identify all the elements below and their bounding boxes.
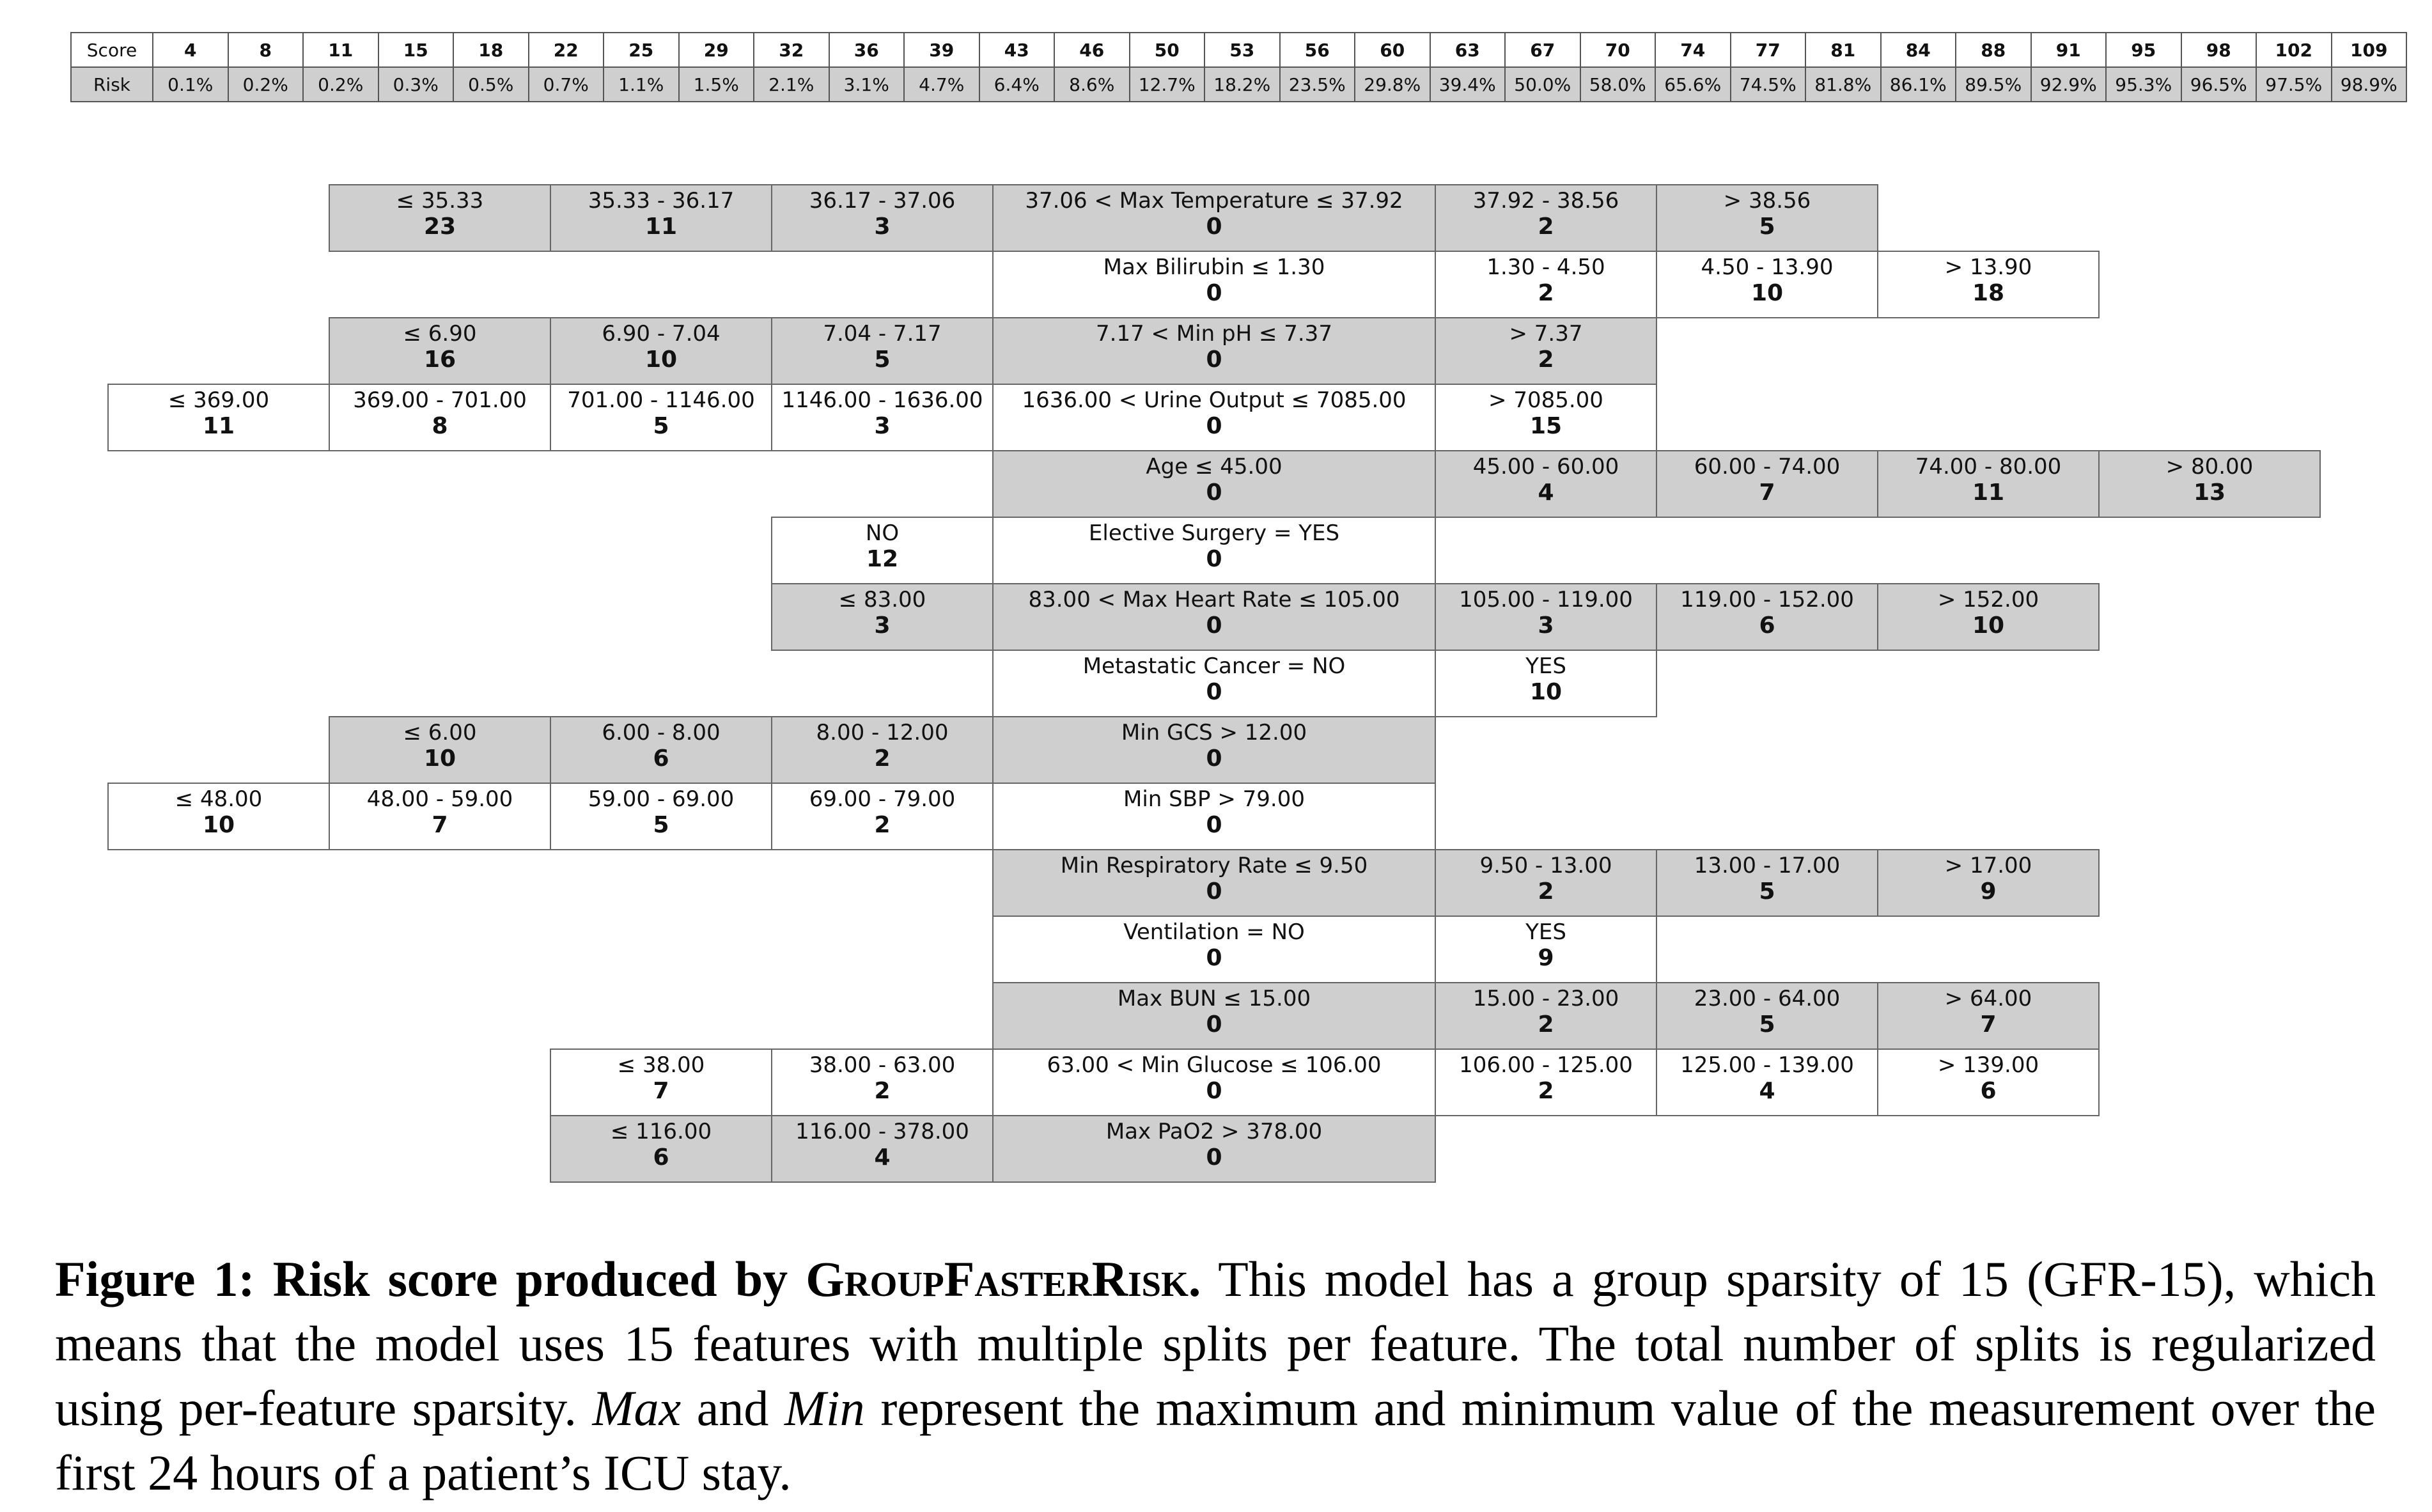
feature-range-label: 36.17 - 37.06 xyxy=(809,188,956,214)
feature-points: 2 xyxy=(874,812,891,839)
feature-points: 2 xyxy=(1538,1078,1554,1105)
feature-range-label: 83.00 < Max Heart Rate ≤ 105.00 xyxy=(1028,587,1400,612)
risk-cell: 0.2% xyxy=(228,67,304,102)
feature-cell-ventilation xyxy=(992,916,1436,983)
feature-cell-max-bun xyxy=(992,982,1436,1050)
score-cell: 8 xyxy=(228,33,304,67)
risk-cell: 65.6% xyxy=(1655,67,1731,102)
feature-cell-age xyxy=(1877,450,2100,518)
caption-figure-label: Figure 1: xyxy=(55,1251,255,1307)
risk-cell: 12.7% xyxy=(1130,67,1205,102)
feature-cell-age xyxy=(992,450,1436,518)
feature-range-label: ≤ 83.00 xyxy=(838,587,926,612)
score-cell: 4 xyxy=(153,33,228,67)
feature-points: 12 xyxy=(866,546,899,573)
feature-cell-max-temperature xyxy=(992,184,1436,252)
score-cell: 102 xyxy=(2256,33,2332,67)
feature-range-label: 37.92 - 38.56 xyxy=(1472,188,1619,214)
feature-cell-max-bilirubin xyxy=(992,251,1436,318)
feature-cell-min-ph xyxy=(1435,317,1657,385)
feature-cell-max-heart-rate xyxy=(1435,583,1657,651)
feature-cell-urine-output xyxy=(992,384,1436,451)
feature-points: 0 xyxy=(1206,479,1222,506)
feature-cell-urine-output xyxy=(1435,384,1657,451)
score-cell: 50 xyxy=(1130,33,1205,67)
score-cell: 11 xyxy=(303,33,378,67)
risk-cell: 98.9% xyxy=(2332,67,2407,102)
risk-cell: 92.9% xyxy=(2031,67,2107,102)
feature-cell-age xyxy=(1656,450,1878,518)
risk-cell: 1.1% xyxy=(604,67,679,102)
feature-range-label: > 64.00 xyxy=(1944,986,2032,1011)
feature-range-label: Age ≤ 45.00 xyxy=(1146,454,1282,479)
risk-cell: 3.1% xyxy=(829,67,905,102)
feature-range-label: > 38.56 xyxy=(1723,188,1811,214)
feature-cell-min-respiratory-rate xyxy=(1656,849,1878,917)
feature-range-label: 6.90 - 7.04 xyxy=(602,321,721,347)
feature-cell-min-gcs xyxy=(329,716,551,784)
feature-range-label: Ventilation = NO xyxy=(1123,919,1305,945)
score-cell: 22 xyxy=(529,33,604,67)
feature-cell-elective-surgery xyxy=(992,517,1436,584)
feature-cell-max-bilirubin xyxy=(1877,251,2100,318)
feature-points: 4 xyxy=(1538,479,1554,506)
feature-range-label: 74.00 - 80.00 xyxy=(1915,454,2062,479)
feature-points: 11 xyxy=(1972,479,2005,506)
risk-cell: 39.4% xyxy=(1430,67,1506,102)
score-cell: 109 xyxy=(2332,33,2407,67)
feature-cell-age xyxy=(1435,450,1657,518)
feature-range-label: Metastatic Cancer = NO xyxy=(1082,653,1346,679)
score-cell: 56 xyxy=(1280,33,1355,67)
feature-points: 10 xyxy=(1750,280,1784,307)
feature-points: 11 xyxy=(202,413,235,440)
feature-points: 2 xyxy=(1538,878,1554,905)
score-cell: 32 xyxy=(754,33,829,67)
feature-cell-urine-output xyxy=(771,384,994,451)
feature-range-label: ≤ 116.00 xyxy=(610,1119,712,1144)
feature-points: 0 xyxy=(1206,945,1222,972)
risk-cell: 4.7% xyxy=(904,67,979,102)
feature-range-label: 369.00 - 701.00 xyxy=(353,387,527,413)
feature-points: 10 xyxy=(1529,679,1563,706)
feature-range-label: 13.00 - 17.00 xyxy=(1694,853,1841,878)
feature-cell-min-sbp xyxy=(550,783,772,850)
score-cell: 81 xyxy=(1805,33,1881,67)
feature-points: 10 xyxy=(423,745,456,772)
score-cell: 77 xyxy=(1731,33,1806,67)
feature-cell-max-heart-rate xyxy=(992,583,1436,651)
risk-cell: 0.2% xyxy=(303,67,378,102)
feature-cell-max-temperature xyxy=(1435,184,1657,252)
feature-cell-min-glucose xyxy=(1435,1048,1657,1116)
feature-range-label: 701.00 - 1146.00 xyxy=(567,387,755,413)
feature-points: 7 xyxy=(1759,479,1775,506)
feature-cell-max-heart-rate xyxy=(771,583,994,651)
caption-min-word: Min xyxy=(784,1380,865,1436)
feature-cell-min-ph xyxy=(550,317,772,385)
feature-cell-max-bun xyxy=(1435,982,1657,1050)
feature-cell-max-bilirubin xyxy=(1656,251,1878,318)
feature-cell-urine-output xyxy=(550,384,772,451)
feature-cell-urine-output xyxy=(107,384,330,451)
feature-range-label: 106.00 - 125.00 xyxy=(1459,1052,1633,1078)
risk-cell: 97.5% xyxy=(2256,67,2332,102)
feature-range-label: 7.17 < Min pH ≤ 7.37 xyxy=(1096,321,1332,347)
feature-cell-min-gcs xyxy=(992,716,1436,784)
feature-range-label: 45.00 - 60.00 xyxy=(1472,454,1619,479)
feature-range-label: ≤ 6.00 xyxy=(403,720,477,745)
feature-range-label: 59.00 - 69.00 xyxy=(588,786,735,812)
score-cell: 67 xyxy=(1505,33,1580,67)
feature-points: 5 xyxy=(1759,1011,1775,1038)
feature-points: 0 xyxy=(1206,812,1222,839)
feature-cell-min-respiratory-rate xyxy=(1877,849,2100,917)
risk-cell: 6.4% xyxy=(979,67,1055,102)
feature-range-label: 9.50 - 13.00 xyxy=(1479,853,1612,878)
caption-title-end: . xyxy=(1188,1251,1201,1307)
risk-cell: 95.3% xyxy=(2106,67,2181,102)
feature-range-label: > 80.00 xyxy=(2165,454,2254,479)
risk-cell: 50.0% xyxy=(1505,67,1580,102)
feature-range-label: > 13.90 xyxy=(1944,254,2032,280)
feature-cell-age xyxy=(2098,450,2321,518)
feature-points: 7 xyxy=(653,1078,669,1105)
figure-caption xyxy=(55,1247,2376,1505)
feature-points: 3 xyxy=(874,214,891,240)
risk-cell: 8.6% xyxy=(1054,67,1130,102)
caption-text-2: represent the maximum and minimum value of the measurement over the first 24 hours of a patient’s ICU stay. xyxy=(55,1380,2376,1500)
feature-points: 0 xyxy=(1206,1144,1222,1171)
caption-and-word: and xyxy=(696,1380,769,1436)
feature-range-label: 4.50 - 13.90 xyxy=(1701,254,1834,280)
feature-range-label: YES xyxy=(1525,653,1566,679)
feature-range-label: 48.00 - 59.00 xyxy=(366,786,513,812)
feature-points: 2 xyxy=(1538,1011,1554,1038)
score-cell: 46 xyxy=(1054,33,1130,67)
feature-points: 8 xyxy=(432,413,448,440)
feature-points: 0 xyxy=(1206,1078,1222,1105)
feature-points: 5 xyxy=(653,812,669,839)
feature-range-label: Elective Surgery = YES xyxy=(1088,520,1340,546)
feature-range-label: Max BUN ≤ 15.00 xyxy=(1117,986,1311,1011)
feature-range-label: 23.00 - 64.00 xyxy=(1694,986,1841,1011)
feature-points: 0 xyxy=(1206,878,1222,905)
feature-range-label: ≤ 48.00 xyxy=(175,786,263,812)
risk-cell: 89.5% xyxy=(1956,67,2031,102)
risk-cell: 0.1% xyxy=(153,67,228,102)
risk-cell: 74.5% xyxy=(1731,67,1806,102)
score-cell: 95 xyxy=(2106,33,2181,67)
feature-points: 0 xyxy=(1206,413,1222,440)
score-cell: 15 xyxy=(378,33,454,67)
risk-cell: 0.3% xyxy=(378,67,454,102)
feature-points: 23 xyxy=(423,214,456,240)
feature-points: 6 xyxy=(653,1144,669,1171)
feature-range-label: > 152.00 xyxy=(1937,587,2039,612)
feature-cell-max-temperature xyxy=(771,184,994,252)
feature-range-label: Max PaO2 > 378.00 xyxy=(1105,1119,1323,1144)
feature-range-label: Max Bilirubin ≤ 1.30 xyxy=(1103,254,1325,280)
feature-points: 10 xyxy=(202,812,235,839)
feature-points: 13 xyxy=(2193,479,2226,506)
caption-model-name: GroupFasterRisk xyxy=(806,1251,1189,1307)
feature-range-label: ≤ 38.00 xyxy=(617,1052,705,1078)
score-cell: 60 xyxy=(1355,33,1430,67)
feature-range-label: 119.00 - 152.00 xyxy=(1680,587,1854,612)
score-cell: 18 xyxy=(453,33,529,67)
feature-points: 3 xyxy=(874,612,891,639)
feature-range-label: 60.00 - 74.00 xyxy=(1694,454,1841,479)
feature-cell-min-sbp xyxy=(992,783,1436,850)
feature-cell-max-bilirubin xyxy=(1435,251,1657,318)
feature-points: 2 xyxy=(874,1078,891,1105)
feature-range-label: YES xyxy=(1525,919,1566,945)
feature-range-label: 116.00 - 378.00 xyxy=(795,1119,969,1144)
feature-cell-min-gcs xyxy=(771,716,994,784)
feature-cell-max-pao2 xyxy=(771,1115,994,1183)
feature-points: 15 xyxy=(1529,413,1563,440)
feature-cell-elective-surgery xyxy=(771,517,994,584)
feature-points: 18 xyxy=(1972,280,2005,307)
feature-cell-urine-output xyxy=(329,384,551,451)
feature-points: 10 xyxy=(1972,612,2005,639)
feature-points: 6 xyxy=(653,745,669,772)
feature-range-label: 38.00 - 63.00 xyxy=(809,1052,956,1078)
risk-cell: 2.1% xyxy=(754,67,829,102)
feature-points: 16 xyxy=(423,347,456,373)
risk-row-label: Risk xyxy=(71,67,153,102)
risk-cell: 58.0% xyxy=(1580,67,1656,102)
feature-range-label: 35.33 - 36.17 xyxy=(588,188,735,214)
feature-range-label: 1.30 - 4.50 xyxy=(1486,254,1605,280)
feature-cell-min-sbp xyxy=(107,783,330,850)
caption-title-prefix: Risk score produced by xyxy=(272,1251,788,1307)
feature-range-label: 1146.00 - 1636.00 xyxy=(781,387,983,413)
feature-cell-max-pao2 xyxy=(992,1115,1436,1183)
score-cell: 39 xyxy=(904,33,979,67)
feature-range-label: 105.00 - 119.00 xyxy=(1459,587,1633,612)
score-cell: 91 xyxy=(2031,33,2107,67)
feature-points: 7 xyxy=(432,812,448,839)
feature-range-label: 69.00 - 79.00 xyxy=(809,786,956,812)
risk-cell: 86.1% xyxy=(1881,67,1956,102)
feature-cell-max-heart-rate xyxy=(1877,583,2100,651)
feature-points: 11 xyxy=(644,214,678,240)
risk-cell: 81.8% xyxy=(1805,67,1881,102)
feature-points: 4 xyxy=(874,1144,891,1171)
feature-points: 5 xyxy=(1759,878,1775,905)
feature-range-label: 37.06 < Max Temperature ≤ 37.92 xyxy=(1025,188,1403,214)
feature-range-label: > 7085.00 xyxy=(1488,387,1603,413)
risk-cell: 0.7% xyxy=(529,67,604,102)
feature-points: 9 xyxy=(1538,945,1554,972)
feature-range-label: 8.00 - 12.00 xyxy=(816,720,949,745)
score-cell: 43 xyxy=(979,33,1055,67)
feature-cell-min-glucose xyxy=(1877,1048,2100,1116)
feature-cell-min-ph xyxy=(992,317,1436,385)
feature-cell-max-bun xyxy=(1656,982,1878,1050)
feature-cell-max-temperature xyxy=(550,184,772,252)
feature-range-label: 63.00 < Min Glucose ≤ 106.00 xyxy=(1047,1052,1382,1078)
score-cell: 53 xyxy=(1204,33,1280,67)
feature-cell-min-gcs xyxy=(550,716,772,784)
feature-range-label: ≤ 6.90 xyxy=(403,321,477,347)
score-cell: 25 xyxy=(604,33,679,67)
risk-cell: 18.2% xyxy=(1204,67,1280,102)
feature-points: 5 xyxy=(653,413,669,440)
feature-points: 0 xyxy=(1206,280,1222,307)
feature-cell-min-glucose xyxy=(1656,1048,1878,1116)
feature-cell-min-glucose xyxy=(992,1048,1436,1116)
feature-cell-min-ph xyxy=(771,317,994,385)
risk-cell: 1.5% xyxy=(679,67,754,102)
score-cell: 36 xyxy=(829,33,905,67)
feature-range-label: > 7.37 xyxy=(1509,321,1583,347)
feature-points: 0 xyxy=(1206,1011,1222,1038)
feature-cell-min-glucose xyxy=(771,1048,994,1116)
feature-range-label: > 17.00 xyxy=(1944,853,2032,878)
feature-range-label: Min SBP > 79.00 xyxy=(1123,786,1305,812)
feature-cell-min-respiratory-rate xyxy=(992,849,1436,917)
feature-points: 0 xyxy=(1206,745,1222,772)
feature-cell-min-sbp xyxy=(771,783,994,850)
feature-cell-max-pao2 xyxy=(550,1115,772,1183)
score-cell: 84 xyxy=(1881,33,1956,67)
feature-cell-min-respiratory-rate xyxy=(1435,849,1657,917)
feature-points: 10 xyxy=(644,347,678,373)
feature-points: 0 xyxy=(1206,679,1222,706)
feature-points: 5 xyxy=(874,347,891,373)
feature-points: 9 xyxy=(1980,878,1997,905)
feature-range-label: Min Respiratory Rate ≤ 9.50 xyxy=(1060,853,1368,878)
score-cell: 29 xyxy=(679,33,754,67)
feature-cell-min-sbp xyxy=(329,783,551,850)
feature-cell-max-heart-rate xyxy=(1656,583,1878,651)
caption-text-1: This model has a group sparsity of 15 (GFR-15), which means that the model uses 15 features with multiple splits per feature. The total number of splits is regularized using per-feature sparsity. xyxy=(55,1251,2376,1436)
feature-points: 0 xyxy=(1206,347,1222,373)
feature-cell-min-glucose xyxy=(550,1048,772,1116)
score-row-label: Score xyxy=(71,33,153,67)
feature-points: 4 xyxy=(1759,1078,1775,1105)
feature-points: 0 xyxy=(1206,612,1222,639)
score-cell: 63 xyxy=(1430,33,1506,67)
risk-cell: 29.8% xyxy=(1355,67,1430,102)
feature-points: 6 xyxy=(1980,1078,1997,1105)
feature-range-label: Min GCS > 12.00 xyxy=(1121,720,1307,745)
feature-points: 0 xyxy=(1206,546,1222,573)
feature-points: 0 xyxy=(1206,214,1222,240)
feature-points: 2 xyxy=(874,745,891,772)
feature-points: 3 xyxy=(874,413,891,440)
feature-points: 2 xyxy=(1538,280,1554,307)
feature-range-label: 7.04 - 7.17 xyxy=(823,321,942,347)
feature-range-label: 125.00 - 139.00 xyxy=(1680,1052,1854,1078)
feature-points: 2 xyxy=(1538,347,1554,373)
feature-points: 5 xyxy=(1759,214,1775,240)
risk-cell: 0.5% xyxy=(453,67,529,102)
score-cell: 98 xyxy=(2181,33,2257,67)
feature-points: 2 xyxy=(1538,214,1554,240)
feature-cell-min-ph xyxy=(329,317,551,385)
feature-points: 3 xyxy=(1538,612,1554,639)
feature-range-label: 15.00 - 23.00 xyxy=(1472,986,1619,1011)
feature-points: 7 xyxy=(1980,1011,1997,1038)
score-cell: 70 xyxy=(1580,33,1656,67)
feature-cell-metastatic-cancer xyxy=(1435,650,1657,717)
feature-cell-metastatic-cancer xyxy=(992,650,1436,717)
feature-cell-max-temperature xyxy=(329,184,551,252)
feature-cell-ventilation xyxy=(1435,916,1657,983)
score-cell: 74 xyxy=(1655,33,1731,67)
caption-max-word: Max xyxy=(592,1380,682,1436)
feature-range-label: ≤ 35.33 xyxy=(396,188,484,214)
feature-cell-max-bun xyxy=(1877,982,2100,1050)
feature-range-label: > 139.00 xyxy=(1937,1052,2039,1078)
feature-range-label: 6.00 - 8.00 xyxy=(602,720,721,745)
feature-range-label: 1636.00 < Urine Output ≤ 7085.00 xyxy=(1022,387,1407,413)
score-cell: 88 xyxy=(1956,33,2031,67)
feature-points: 6 xyxy=(1759,612,1775,639)
feature-range-label: NO xyxy=(865,520,900,546)
feature-cell-max-temperature xyxy=(1656,184,1878,252)
feature-range-label: ≤ 369.00 xyxy=(168,387,270,413)
risk-cell: 96.5% xyxy=(2181,67,2257,102)
risk-cell: 23.5% xyxy=(1280,67,1355,102)
